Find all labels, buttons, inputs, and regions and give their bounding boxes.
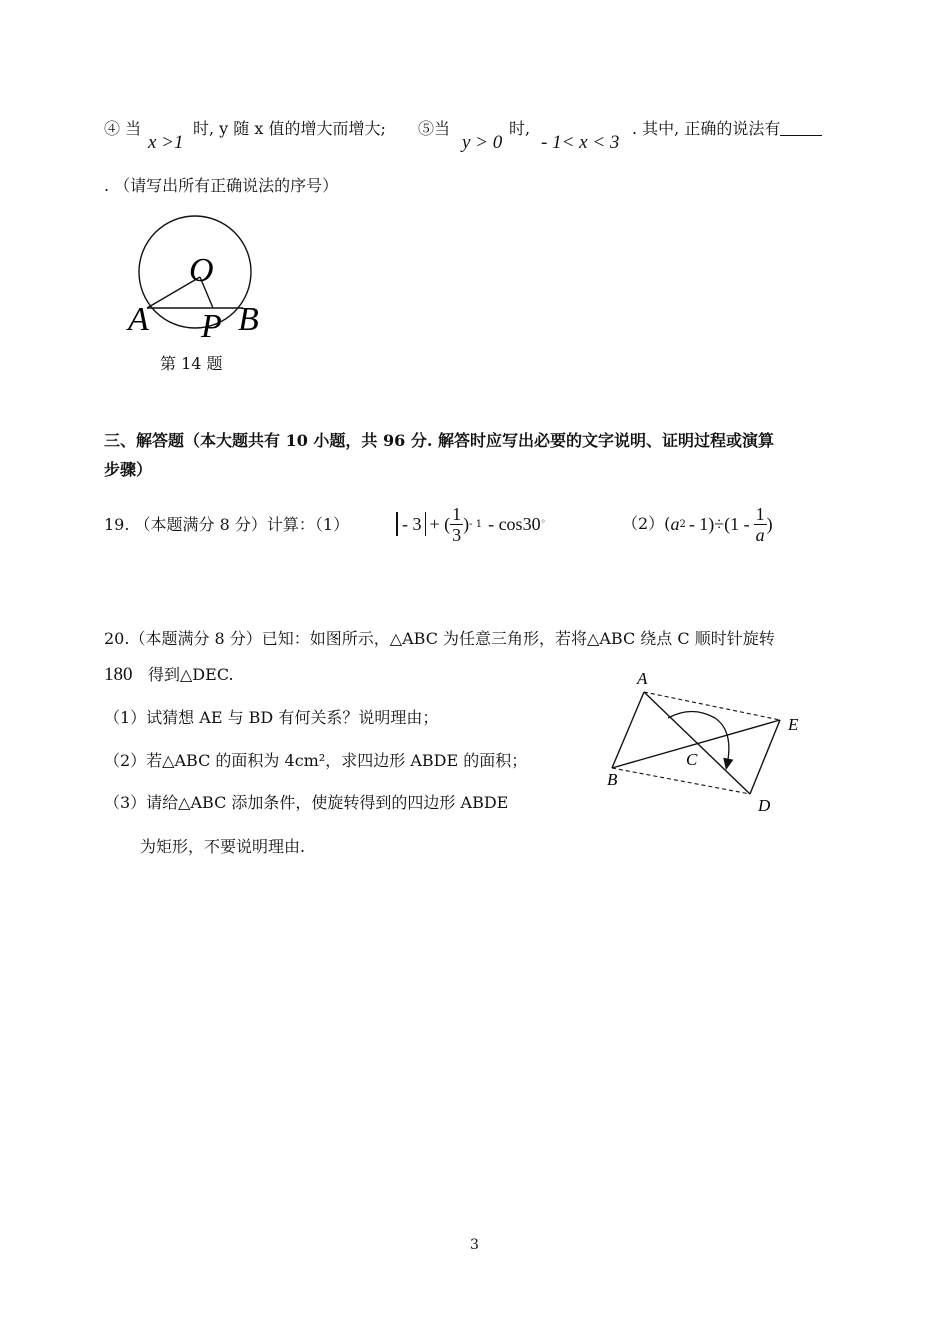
- fig20-label-b: B: [607, 770, 618, 789]
- q13-item4-condition: x >1: [148, 132, 184, 153]
- q19-label: 19. （本题满分 8 分）计算：（1）: [104, 515, 350, 534]
- minus-cos30: - cos30: [488, 513, 541, 534]
- section-3-heading-line2: 步骤）: [104, 460, 153, 479]
- q13-item5-tail: [632, 118, 822, 140]
- q19-part1-expr: [396, 503, 546, 545]
- label-o: O: [189, 252, 214, 289]
- q20-sub3a: （3）请给△ABC 添加条件，使旋转得到的四边形 ABDE: [104, 793, 509, 812]
- part2-close: ): [766, 513, 773, 534]
- close-paren: ): [463, 513, 470, 534]
- q20-180: 180: [104, 664, 133, 685]
- exponent-minus-one: - 1: [469, 518, 483, 530]
- segment-ed: [750, 720, 780, 794]
- part2-label: （2）(: [622, 514, 671, 533]
- part2-mid: - 1)÷(1 -: [688, 513, 750, 534]
- q13-item5-mid: 时,: [509, 119, 531, 138]
- q13-item4-text: 时, y 随 x 值的增大而增大;: [193, 119, 386, 138]
- q13-item4-prefix: ④ 当: [104, 119, 142, 138]
- label-b: B: [238, 301, 259, 338]
- fig20-label-d: D: [758, 796, 771, 815]
- q20-sub2: （2）若△ABC 的面积为 4cm²，求四边形 ABDE 的面积；: [104, 751, 528, 770]
- label-a: A: [128, 301, 149, 338]
- q13-item5-prefix: ⑤当: [418, 119, 451, 138]
- q13-item5-condition: y > 0: [462, 132, 503, 153]
- figure-14: [125, 215, 285, 345]
- segment-bd-dashed: [612, 768, 750, 794]
- fraction-one-over-a: [754, 504, 767, 545]
- segment-ad: [644, 692, 750, 794]
- q13-item5-range: - 1< x < 3: [541, 132, 620, 153]
- q20-sub3b: 为矩形，不要说明理由.: [140, 837, 306, 856]
- q19-part2-expr: [622, 503, 773, 545]
- var-a: a: [670, 513, 680, 534]
- abs-bar-right: [425, 512, 426, 536]
- segment-ab: [612, 692, 644, 768]
- fraction2-numerator: 1: [755, 503, 765, 524]
- q20-line2-rest: 得到△DEC.: [148, 665, 234, 684]
- answer-blank[interactable]: [780, 119, 822, 136]
- section-3-heading-line1: 三、解答题（本大题共有 10 小题，共 96 分. 解答时应写出必要的文字说明、证明过程或演算: [104, 431, 774, 450]
- abs-bar-left: [396, 512, 398, 536]
- page-number: 3: [470, 1237, 479, 1253]
- q20-sub1: （1）试猜想 AE 与 BD 有何关系？说明理由；: [104, 708, 439, 727]
- fraction-one-third: [450, 504, 463, 545]
- fig20-label-c: C: [686, 750, 698, 769]
- fig20-label-e: E: [788, 715, 799, 734]
- label-p: P: [201, 308, 222, 345]
- figure-14-caption: 第 14 题: [160, 354, 223, 373]
- square-exp: 2: [679, 518, 686, 530]
- plus-paren: + (: [429, 513, 451, 534]
- abs-inner: - 3: [402, 513, 422, 534]
- fraction-denominator: 3: [452, 524, 462, 545]
- q13-line2: . （请写出所有正确说法的序号）: [104, 176, 339, 195]
- q13-item5-tail-text: . 其中, 正确的说法有: [632, 119, 781, 138]
- fig20-label-a: A: [637, 669, 648, 688]
- figure-20: [600, 665, 820, 825]
- q20-line1: 20.（本题满分 8 分）已知：如图所示，△ABC 为任意三角形，若将△ABC 绕点 C 顺时针旋转: [104, 629, 775, 648]
- fraction-numerator: 1: [452, 503, 462, 524]
- fraction2-denominator: a: [755, 524, 765, 545]
- rotation-arrow: [668, 712, 729, 766]
- degree-sign: °: [540, 518, 546, 530]
